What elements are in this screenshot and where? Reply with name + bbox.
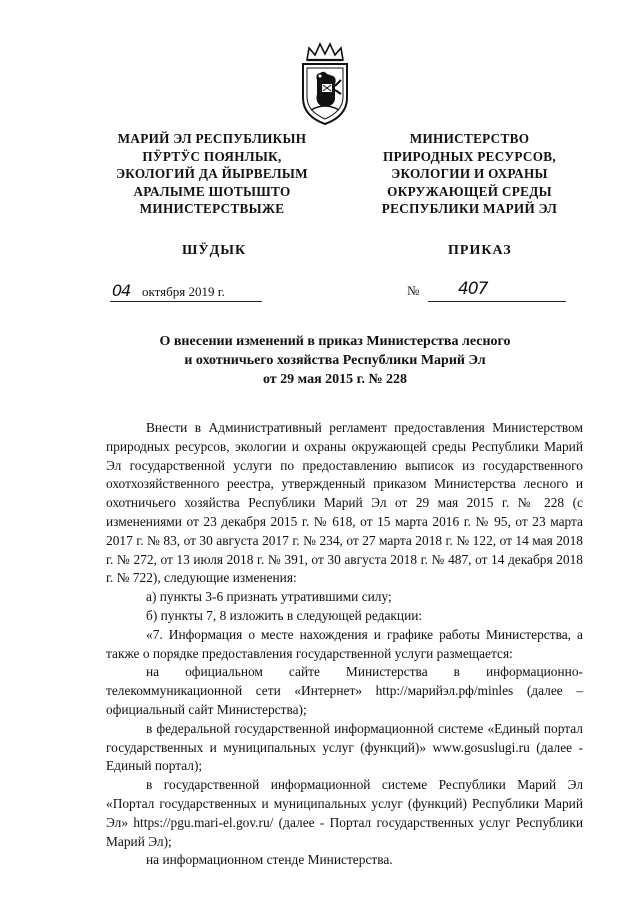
title-line: от 29 мая 2015 г. № 228 xyxy=(262,372,408,387)
doc-type-mari: ШӰДЫК xyxy=(182,243,247,258)
item-b: б) пункты 7, 8 изложить в следующей редакции: xyxy=(146,607,423,623)
title-line: и охотничьего хозяйства Республики Марий Эл xyxy=(184,353,486,368)
placement-unified-portal: в федеральной государственной информационной системе «Единый портал государственных и муниципальных услуг (функций)» www.gosuslugi.ru (далее - Единый портал); xyxy=(106,720,583,774)
title-line: О внесении изменений в приказ Министерства лесного xyxy=(159,334,511,349)
date-day-handwritten: 04 xyxy=(112,281,131,300)
header-left-line: АРАЛЫМЕ ШОТЫШТО xyxy=(133,183,291,199)
header-right-line: ОКРУЖАЮЩЕЙ СРЕДЫ xyxy=(387,183,552,199)
header-left-line: МАРИЙ ЭЛ РЕСПУБЛИКЫН xyxy=(117,131,307,146)
paragraph-7: «7. Информация о месте нахождения и графике работы Министерства, а также о порядке предоставления государственной услуги размещается: xyxy=(106,626,583,661)
header-russian-ministry-name xyxy=(362,130,577,218)
item-a: а) пункты 3-6 признать утратившими силу; xyxy=(146,589,392,605)
placement-regional-portal: в государственной информационной системе Республики Марий Эл «Портал государственных и муниципальных услуг (функций) Республики Марий Эл» https://pgu.mari-el.gov.ru/ (далее - Портал государственных услуг Республики Марий Эл); xyxy=(106,777,583,849)
header-left-line: МИНИСТЕРСТВЫЖЕ xyxy=(139,201,285,216)
number-label: № xyxy=(407,283,420,298)
header-right-line: РЕСПУБЛИКИ МАРИЙ ЭЛ xyxy=(381,201,558,216)
header-right-line: МИНИСТЕРСТВО xyxy=(409,131,530,146)
header-mari-ministry-name xyxy=(96,130,328,218)
order-number xyxy=(428,279,566,302)
date-month-year: октября 2019 г. xyxy=(142,284,225,299)
doc-type-russian: ПРИКАЗ xyxy=(448,243,512,258)
order-number-handwritten: 407 xyxy=(458,279,488,299)
header-right-line: ЭКОЛОГИИ И ОХРАНЫ xyxy=(391,166,548,181)
intro-paragraph: Внести в Административный регламент предоставления Министерством природных ресурсов, экологии и охраны окружающей среды Республики Марий Эл государственной услуги по предоставлению выписок из государственного охотхозяйственного реестра, утвержденный приказом Министерства лесного и охотничьего хозяйства Республики Марий Эл от 29 мая 2015 г. № 228 (с изменениями от 23 декабря 2015 г. № 618, от 15 марта 2016 г. № 95, от 23 марта 2017 г. № 83, от 30 августа 2017 г. № 234, от 27 марта 2018 г. № 122, от 14 мая 2018 г. № 272, от 13 июля 2018 г. № 391, от 30 августа 2018 г. № 487, от 14 декабря 2018 г. № 722), следующие изменения: xyxy=(106,420,583,586)
header-right-line: ПРИРОДНЫХ РЕСУРСОВ, xyxy=(383,148,556,164)
order-date xyxy=(110,283,262,302)
order-body xyxy=(106,419,583,870)
placement-info-stand: на информационном стенде Министерства. xyxy=(146,852,393,868)
placement-official-site: на официальном сайте Министерства в информационно-телекоммуникационной сети «Интернет» http://марийэл.рф/minles (далее – официальный сайт Министерства); xyxy=(106,664,583,717)
coat-of-arms-emblem xyxy=(295,40,355,126)
order-title xyxy=(110,332,560,389)
header-left-line: ЭКОЛОГИЙ ДА ЙЫРВЕЛЫМ xyxy=(116,166,308,181)
header-left-line: ПӰРТӰС ПОЯНЛЫК, xyxy=(142,148,282,164)
